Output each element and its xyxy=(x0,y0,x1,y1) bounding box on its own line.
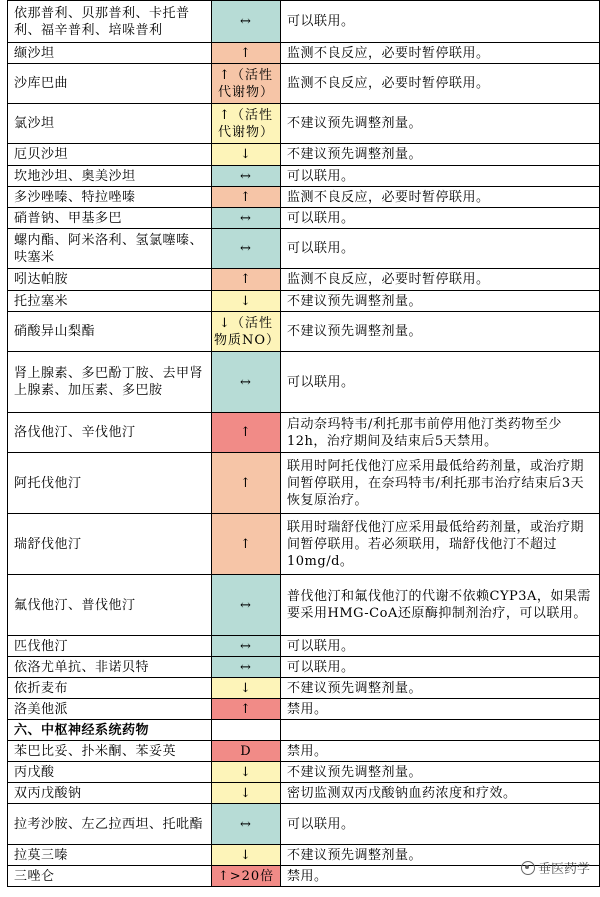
effect-cell: ↑ xyxy=(212,187,281,208)
table-row xyxy=(8,845,600,866)
advice-cell: 不建议预先调整剂量。 xyxy=(281,312,600,352)
drug-cell: 瑞舒伐他汀 xyxy=(8,514,212,575)
effect-cell: ↑ xyxy=(212,514,281,575)
drug-cell: 苯巴比妥、扑米酮、苯妥英 xyxy=(8,741,212,762)
advice-cell: 监测不良反应，必要时暂停联用。 xyxy=(281,187,600,208)
effect-cell: ↔ xyxy=(212,208,281,229)
watermark xyxy=(521,858,590,877)
effect-cell: ↓ xyxy=(212,762,281,783)
effect-cell: ↔ xyxy=(212,636,281,657)
effect-cell: ↑ xyxy=(212,453,281,514)
effect-cell: ↑ xyxy=(212,413,281,453)
advice-cell: 不建议预先调整剂量。 xyxy=(281,104,600,144)
section-title: 六、中枢神经系统药物 xyxy=(8,720,212,741)
table-row xyxy=(8,699,600,720)
table-row xyxy=(8,312,600,352)
drug-cell: 缬沙坦 xyxy=(8,43,212,64)
watermark-text: 垂医药学 xyxy=(537,862,590,877)
effect-cell: D xyxy=(212,741,281,762)
table-row xyxy=(8,352,600,413)
table-row xyxy=(8,741,600,762)
drug-cell: 托拉塞米 xyxy=(8,291,212,312)
advice-cell: 监测不良反应，必要时暂停联用。 xyxy=(281,43,600,64)
advice-cell: 可以联用。 xyxy=(281,208,600,229)
effect-cell: ↑>20倍 xyxy=(212,866,281,887)
section-empty-cell xyxy=(212,720,281,741)
drug-cell: 吲达帕胺 xyxy=(8,269,212,291)
drug-cell: 硝普钠、甲基多巴 xyxy=(8,208,212,229)
drug-cell: 坎地沙坦、奥美沙坦 xyxy=(8,166,212,187)
advice-cell: 启动奈玛特韦/利托那韦前停用他汀类药物至少12h，治疗期间及结束后5天禁用。 xyxy=(281,413,600,453)
drug-cell: 硝酸异山梨酯 xyxy=(8,312,212,352)
table-row xyxy=(8,187,600,208)
table-row xyxy=(8,64,600,104)
advice-cell: 不建议预先调整剂量。 xyxy=(281,678,600,699)
advice-cell: 禁用。 xyxy=(281,866,600,887)
drug-cell: 洛伐他汀、辛伐他汀 xyxy=(8,413,212,453)
table-row xyxy=(8,783,600,804)
advice-cell: 不建议预先调整剂量。 xyxy=(281,845,600,866)
effect-cell: ↑（活性代谢物） xyxy=(212,64,281,104)
table-row xyxy=(8,866,600,887)
advice-cell: 可以联用。 xyxy=(281,804,600,845)
advice-cell: 可以联用。 xyxy=(281,657,600,678)
table-row xyxy=(8,657,600,678)
effect-cell: ↓ xyxy=(212,845,281,866)
drug-cell: 厄贝沙坦 xyxy=(8,144,212,166)
table-row xyxy=(8,1,600,43)
advice-cell: 可以联用。 xyxy=(281,166,600,187)
drug-cell: 沙库巴曲 xyxy=(8,64,212,104)
effect-cell: ↓ xyxy=(212,783,281,804)
table-row xyxy=(8,229,600,269)
table-row xyxy=(8,575,600,636)
advice-cell: 密切监测双丙戊酸钠血药浓度和疗效。 xyxy=(281,783,600,804)
drug-interaction-table xyxy=(7,0,600,887)
drug-cell: 三唑仑 xyxy=(8,866,212,887)
effect-cell: ↔ xyxy=(212,575,281,636)
table-row xyxy=(8,166,600,187)
drug-cell: 氟伐他汀、普伐他汀 xyxy=(8,575,212,636)
table-row xyxy=(8,762,600,783)
table-row xyxy=(8,144,600,166)
drug-cell: 阿托伐他汀 xyxy=(8,453,212,514)
drug-cell: 丙戊酸 xyxy=(8,762,212,783)
advice-cell: 监测不良反应，必要时暂停联用。 xyxy=(281,269,600,291)
drug-cell: 多沙唑嗪、特拉唑嗪 xyxy=(8,187,212,208)
drug-cell: 氯沙坦 xyxy=(8,104,212,144)
advice-cell: 联用时阿托伐他汀应采用最低给药剂量，或治疗期间暂停联用，在奈玛特韦/利托那韦治疗结束后3天恢复原治疗。 xyxy=(281,453,600,514)
table-row xyxy=(8,804,600,845)
table-row xyxy=(8,453,600,514)
wechat-icon xyxy=(521,861,535,875)
effect-cell: ↓ xyxy=(212,144,281,166)
advice-cell: 禁用。 xyxy=(281,741,600,762)
effect-cell: ↑ xyxy=(212,269,281,291)
drug-cell: 拉考沙胺、左乙拉西坦、托吡酯 xyxy=(8,804,212,845)
advice-cell: 监测不良反应，必要时暂停联用。 xyxy=(281,64,600,104)
table-row xyxy=(8,413,600,453)
drug-cell: 肾上腺素、多巴酚丁胺、去甲肾上腺素、加压素、多巴胺 xyxy=(8,352,212,413)
effect-cell: ↔ xyxy=(212,229,281,269)
advice-cell: 可以联用。 xyxy=(281,1,600,43)
advice-cell: 不建议预先调整剂量。 xyxy=(281,144,600,166)
table-row xyxy=(8,43,600,64)
advice-cell: 禁用。 xyxy=(281,699,600,720)
advice-cell: 可以联用。 xyxy=(281,352,600,413)
effect-cell: ↔ xyxy=(212,166,281,187)
advice-cell: 普伐他汀和氟伐他汀的代谢不依赖CYP3A，如果需要采用HMG-CoA还原酶抑制剂治疗，可以联用。 xyxy=(281,575,600,636)
table-row xyxy=(8,514,600,575)
drug-cell: 依洛尤单抗、非诺贝特 xyxy=(8,657,212,678)
drug-cell: 双丙戊酸钠 xyxy=(8,783,212,804)
drug-cell: 匹伐他汀 xyxy=(8,636,212,657)
effect-cell: ↔ xyxy=(212,804,281,845)
advice-cell: 不建议预先调整剂量。 xyxy=(281,762,600,783)
effect-cell: ↓ xyxy=(212,678,281,699)
effect-cell: ↓ xyxy=(212,291,281,312)
advice-cell: 联用时瑞舒伐他汀应采用最低给药剂量，或治疗期间暂停联用。若必须联用，瑞舒伐他汀不超过10mg/d。 xyxy=(281,514,600,575)
table-row xyxy=(8,636,600,657)
effect-cell: ↓（活性物质NO） xyxy=(212,312,281,352)
drug-cell: 螺内酯、阿米洛利、氢氯噻嗪、呋塞米 xyxy=(8,229,212,269)
advice-cell: 不建议预先调整剂量。 xyxy=(281,291,600,312)
drug-cell: 依那普利、贝那普利、卡托普利、福辛普利、培哚普利 xyxy=(8,1,212,43)
drug-cell: 依折麦布 xyxy=(8,678,212,699)
table-row xyxy=(8,104,600,144)
table-row xyxy=(8,208,600,229)
drug-cell: 拉莫三嗪 xyxy=(8,845,212,866)
advice-cell: 可以联用。 xyxy=(281,229,600,269)
effect-cell: ↔ xyxy=(212,1,281,43)
section-header-row xyxy=(8,720,600,741)
table-row xyxy=(8,269,600,291)
effect-cell: ↔ xyxy=(212,657,281,678)
advice-cell: 可以联用。 xyxy=(281,636,600,657)
drug-cell: 洛美他派 xyxy=(8,699,212,720)
effect-cell: ↔ xyxy=(212,352,281,413)
effect-cell: ↑（活性代谢物） xyxy=(212,104,281,144)
effect-cell: ↑ xyxy=(212,43,281,64)
section-empty-cell xyxy=(281,720,600,741)
table-row xyxy=(8,678,600,699)
table-row xyxy=(8,291,600,312)
effect-cell: ↑ xyxy=(212,699,281,720)
